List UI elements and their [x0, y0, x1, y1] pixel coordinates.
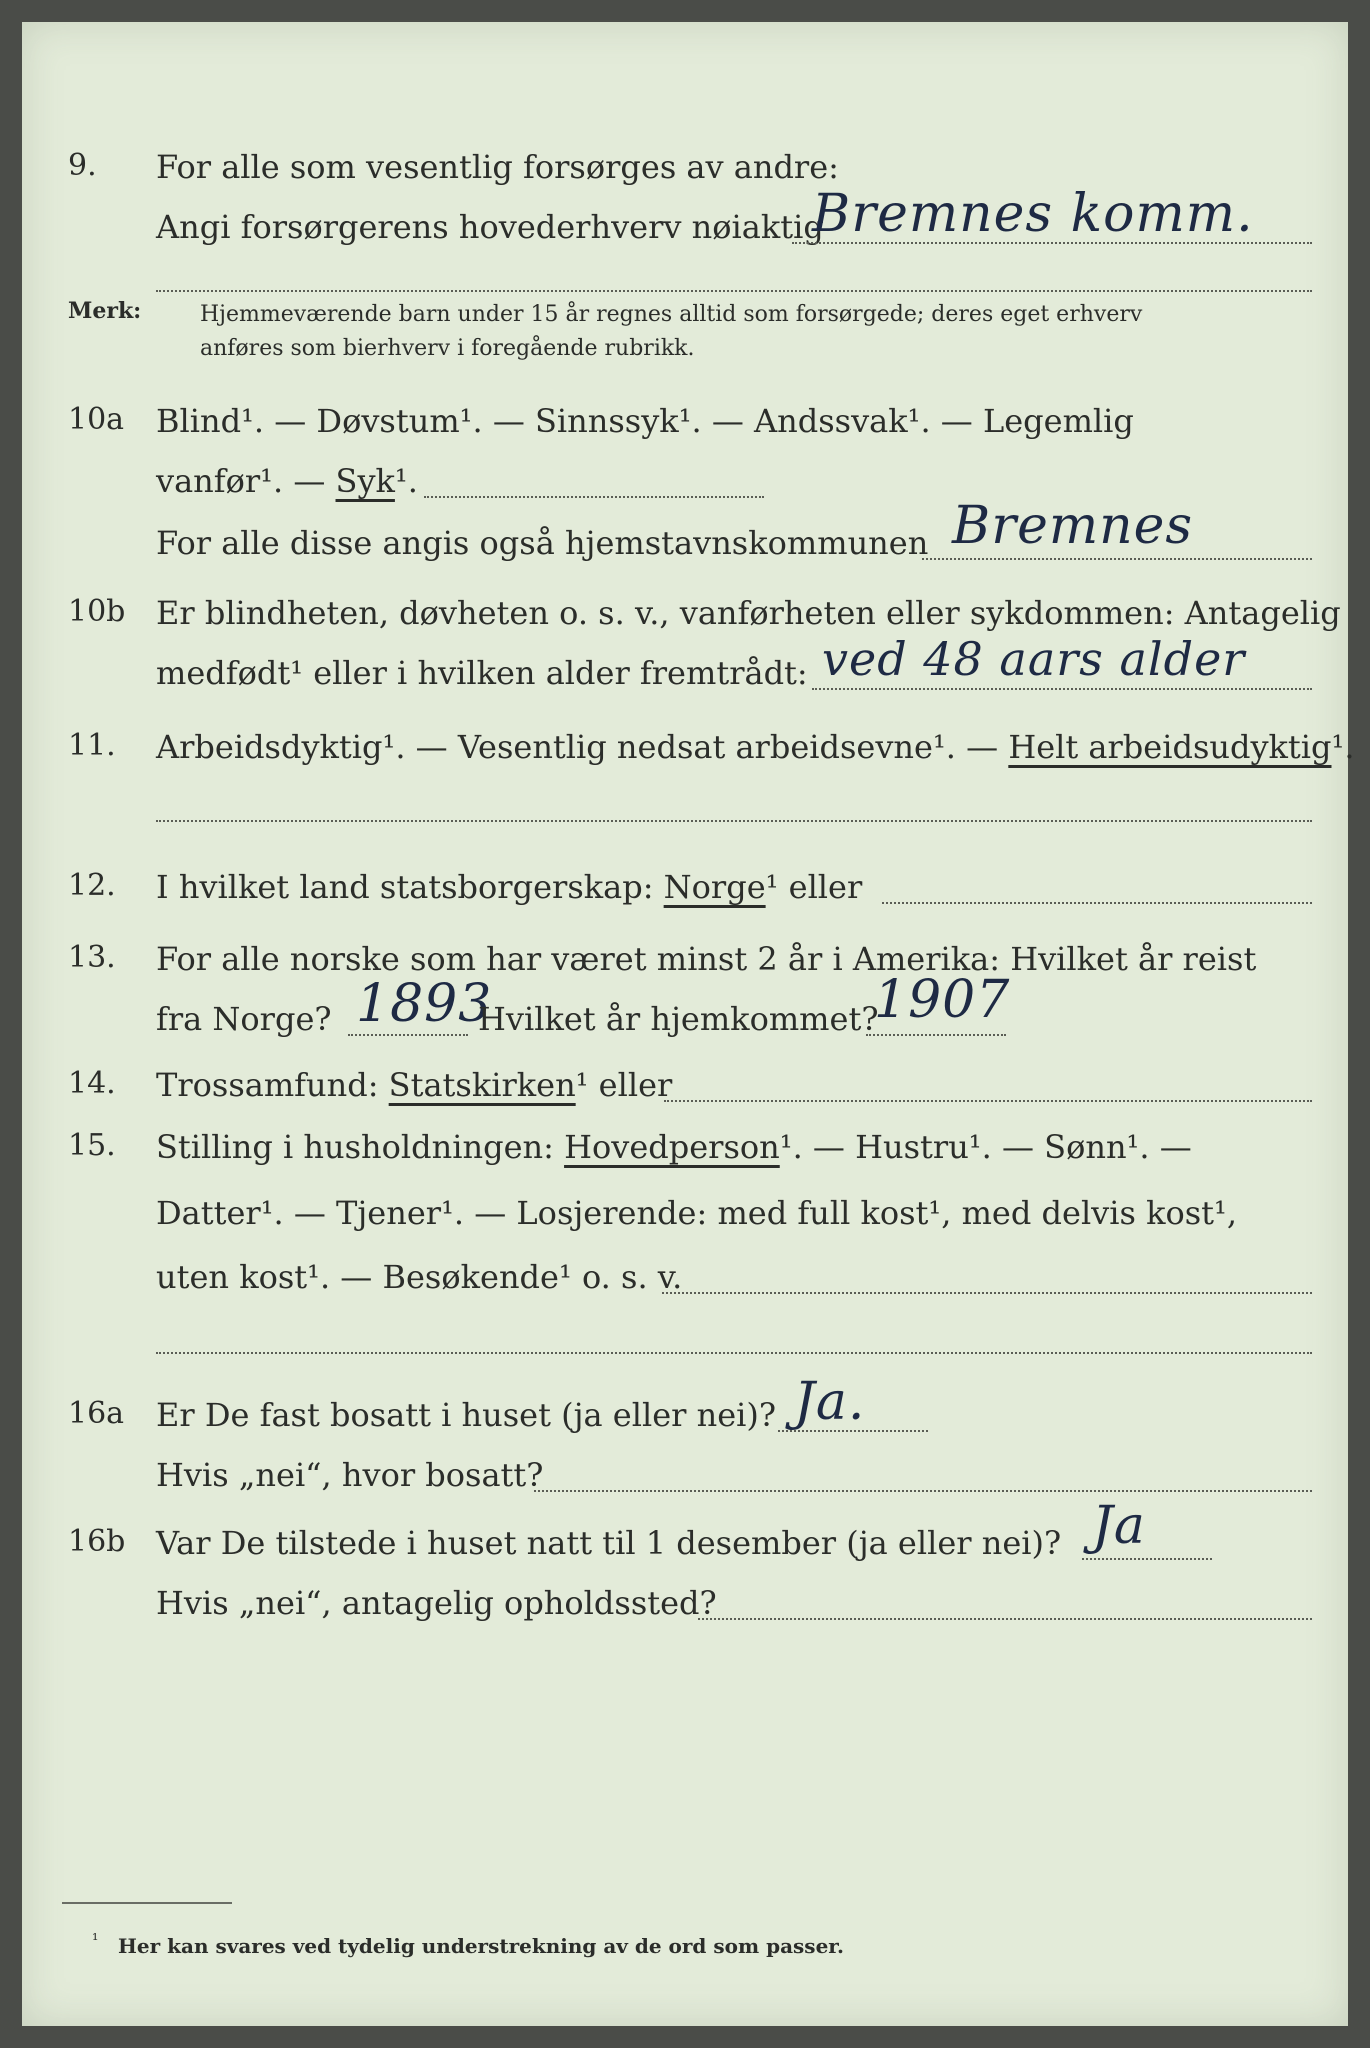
- question-number: 10a: [68, 402, 125, 437]
- answer-line[interactable]: [348, 1034, 468, 1036]
- question-number: 16a: [68, 1396, 125, 1431]
- question-text: Hvilket år hjemkommet?: [478, 1000, 879, 1038]
- footnote-text: Her kan svares ved tydelig understrekning av de ord som passer.: [118, 1934, 844, 1958]
- footnote-rule: [62, 1902, 232, 1904]
- question-12: [22, 862, 1348, 918]
- question-13-line-2: [22, 970, 1348, 1050]
- question-text: uten kost¹. — Besøkende¹ o. s. v.: [156, 1258, 683, 1296]
- answer-line[interactable]: [156, 1352, 1312, 1354]
- question-10a: [22, 396, 1348, 452]
- answer-line[interactable]: [534, 1490, 1312, 1492]
- handwritten-answer: Bremnes komm.: [812, 184, 1254, 244]
- question-number: 13.: [68, 940, 116, 975]
- handwritten-answer: Ja: [1092, 1496, 1146, 1556]
- question-text: Er De fast bosatt i huset (ja eller nei)?: [156, 1396, 777, 1434]
- question-text: Stilling i husholdningen: Hovedperson¹. — Hustru¹. — Sønn¹. —: [156, 1128, 1192, 1166]
- question-text: For alle som vesentlig forsørges av andre:: [156, 148, 839, 186]
- question-text: Blind¹. — Døvstum¹. — Sinnssyk¹. — Andssvak¹. — Legemlig: [156, 402, 1134, 440]
- question-number: 16b: [68, 1524, 126, 1559]
- handwritten-answer: 1893: [356, 974, 493, 1034]
- question-10a-line-3: [22, 496, 1348, 574]
- note-text: anføres som bierhverv i foregående rubrikk.: [200, 336, 695, 361]
- underlined-choice[interactable]: Norge: [663, 868, 766, 906]
- note-text: Hjemmeværende barn under 15 år regnes alltid som forsørgede; deres eget erhverv: [200, 302, 1143, 327]
- answer-line[interactable]: [156, 820, 1312, 822]
- underlined-choice[interactable]: Hovedperson: [564, 1128, 780, 1166]
- question-text: For alle disse angis også hjemstavnskommunen: [156, 524, 929, 562]
- handwritten-answer: ved 48 aars alder: [822, 632, 1246, 686]
- question-15-line-2: [22, 1188, 1348, 1244]
- question-11: [22, 722, 1355, 778]
- question-number: 9.: [68, 148, 97, 183]
- answer-line[interactable]: [698, 1618, 1312, 1620]
- question-15-line-3: [22, 1252, 1348, 1308]
- answer-line[interactable]: [1082, 1558, 1212, 1560]
- question-text: Hvis „nei“, antagelig opholdssted?: [156, 1584, 717, 1622]
- question-text: Arbeidsdyktig¹. — Vesentlig nedsat arbeidsevne¹. — Helt arbeidsudyktig¹.: [156, 728, 1355, 766]
- underlined-choice[interactable]: Statskirken: [388, 1066, 576, 1104]
- question-10b-line-2: [22, 632, 1348, 704]
- question-text: vanfør¹. — Syk¹.: [156, 462, 418, 500]
- question-number: 11.: [68, 728, 116, 763]
- footnote-mark: ¹: [92, 1930, 99, 1949]
- question-15: [22, 1122, 1348, 1178]
- underlined-choice[interactable]: Helt arbeidsudyktig: [1008, 728, 1332, 766]
- question-text: For alle norske som har været minst 2 år i Amerika: Hvilket år reist: [156, 940, 1257, 978]
- question-text: medfødt¹ eller i hvilken alder fremtrådt:: [156, 654, 808, 692]
- answer-line[interactable]: [812, 688, 1312, 690]
- question-14: [22, 1060, 1348, 1116]
- question-text: Er blindheten, døvheten o. s. v., vanførheten eller sykdommen: Antagelig: [156, 594, 1341, 632]
- question-text: fra Norge?: [156, 1000, 332, 1038]
- handwritten-answer: Bremnes: [952, 496, 1194, 556]
- answer-line[interactable]: [156, 290, 1312, 292]
- question-16b-line-2: [22, 1578, 1348, 1634]
- question-text: Datter¹. — Tjener¹. — Losjerende: med full kost¹, med delvis kost¹,: [156, 1194, 1238, 1232]
- question-text: Angi forsørgerens hovederhverv nøiaktig: [156, 208, 824, 246]
- answer-line[interactable]: [664, 1100, 1312, 1102]
- question-text: Trossamfund: Statskirken¹ eller: [156, 1066, 673, 1104]
- census-form-page: [22, 22, 1355, 2026]
- question-number: 14.: [68, 1066, 116, 1101]
- question-13: [22, 934, 1348, 990]
- handwritten-answer: 1907: [874, 970, 1011, 1030]
- question-16a: [22, 1372, 1348, 1446]
- answer-line[interactable]: [424, 496, 764, 498]
- question-number: 15.: [68, 1128, 116, 1163]
- question-text: Hvis „nei“, hvor bosatt?: [156, 1456, 544, 1494]
- question-text: I hvilket land statsborgerskap: Norge¹ eller: [156, 868, 863, 906]
- question-16b: [22, 1496, 1348, 1574]
- answer-line[interactable]: [662, 1292, 1312, 1294]
- answer-line[interactable]: [922, 558, 1312, 560]
- answer-line[interactable]: [882, 902, 1312, 904]
- question-text: Var De tilstede i huset natt til 1 desember (ja eller nei)?: [156, 1524, 1062, 1562]
- question-16a-line-2: [22, 1450, 1348, 1506]
- question-9-line-2: [22, 184, 1348, 258]
- answer-line[interactable]: [866, 1034, 1006, 1036]
- note-label: Merk:: [68, 298, 142, 324]
- underlined-choice[interactable]: Syk: [335, 462, 395, 500]
- handwritten-answer: Ja.: [794, 1372, 866, 1432]
- question-number: 12.: [68, 868, 116, 903]
- question-number: 10b: [68, 594, 126, 629]
